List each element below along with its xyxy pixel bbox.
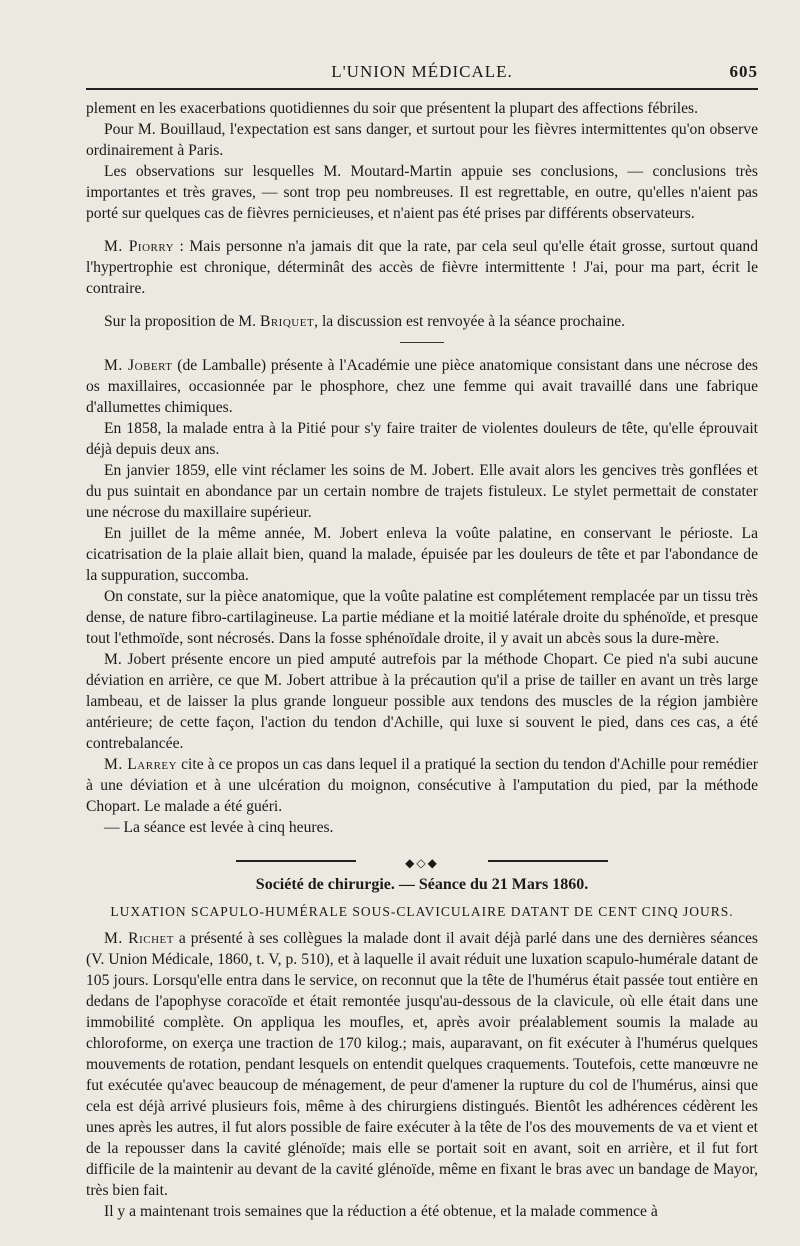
- section-ornament: [86, 852, 758, 870]
- paragraph-richet: [86, 928, 758, 1201]
- section-subtitle: LUXATION SCAPULO-HUMÉRALE SOUS-CLAVICULAIRE DATANT DE CENT CINQ JOURS.: [110, 904, 734, 919]
- paragraph-jobert-piece: On constate, sur la pièce anatomique, que la voûte palatine est complétement remplacée par un tissu très dense, de nature fibro-cartilagineuse. La partie médiane et la moitié latérale droite du sphénoïde, et presque tout l'ethmoïde, sont nécrosés. Dans la fosse sphénoïdale droite, il y avait un abcès sous la dure-mère.: [86, 588, 758, 647]
- speaker-jobert: M. Jobert: [104, 357, 173, 374]
- speaker-piorry: M. Piorry: [104, 238, 175, 255]
- paragraph-piorry: [86, 236, 758, 299]
- paragraph-jobert-juillet: En juillet de la même année, M. Jobert enleva la voûte palatine, en conservant le périoste. La cicatrisation de la plaie allait bien, quand la malade, épuisée par les douleurs de tête et par l'abondance de la suppuration, succomba.: [86, 525, 758, 584]
- separator-rule: [400, 342, 444, 343]
- ornament-line-left: [236, 860, 356, 862]
- journal-title: L'UNION MÉDICALE.: [331, 62, 513, 81]
- speaker-larrey: M. Larrey: [104, 756, 178, 773]
- article-body: [86, 98, 758, 1222]
- paragraph-richet-last: Il y a maintenant trois semaines que la réduction a été obtenue, et la malade commence à: [104, 1203, 658, 1220]
- paragraph-jobert-1858: En 1858, la malade entra à la Pitié pour s'y faire traiter de violentes douleurs de tête, qu'elle éprouvait déjà depuis deux ans.: [86, 420, 758, 458]
- richet-text: a présenté à ses collègues la malade dont il avait déjà parlé dans une des dernières séances (V. Union Médicale, 1860, t. V, p. 510), et à laquelle il avait réduit une luxation scapulo-humérale datant de 105 jours. Lorsqu'elle entra dans le service, on reconnut que la tête de l'humérus était passée tout entière en dedans de l'apophyse coracoïde et était remontée jusqu'au-dessous de la clavicule, où elle était dans une immobilité complète. On appliqua les moufles, et, après avoir préalablement soumis la malade au chloroforme, on exerça une traction de 170 kilog.; mais, auparavant, on fit exécuter à l'humérus quelques mouvements de rotation, pendant lesquels on entendit quelques craquements. Toutefois, cette manœuvre ne fut exécutée qu'avec beaucoup de ménagement, de peur d'amener la rupture du col de l'humérus, ainsi que cela est déjà arrivé plusieurs fois, même à des chirurgiens distingués. Bientôt les adhérences cédèrent les unes après les autres, il fut alors possible de faire exécuter à la tête de l'os des mouvements de va et vient et de la repousser dans la cavité glénoïde; mais elle se portait soit en avant, soit en arrière, et il fut fort difficile de la maintenir au devant de la cavité glénoïde, même en fixant le bras avec un bandage de Mayor, très bien fait.: [86, 930, 758, 1199]
- paragraph-closing: — La séance est levée à cinq heures.: [104, 819, 334, 836]
- larrey-text: cite à ce propos un cas dans lequel il a pratiqué la section du tendon d'Achille pour remédier à une déviation et à une ulcération du moignon, consécutive à l'amputation du pied, par la méthode Chopart. Le malade a été guéri.: [86, 756, 758, 815]
- paragraph-bouillaud: Pour M. Bouillaud, l'expectation est sans danger, et surtout pour les fièvres intermittentes qu'on observe ordinairement à Paris.: [86, 121, 758, 159]
- paragraph-observations: Les observations sur lesquelles M. Moutard-Martin appuie ses conclusions, — conclusions très importantes et très graves, — sont trop peu nombreuses. Il est regrettable, en outre, qu'elles n'aient pas porté sur quelques cas de fièvres pernicieuses, et n'aient pas été prises par différents observateurs.: [86, 163, 758, 222]
- ornament-line-right: [488, 860, 608, 862]
- paragraph-briquet: [86, 311, 758, 332]
- briquet-before: Sur la proposition de M.: [104, 313, 260, 330]
- speaker-richet: M. Richet: [104, 930, 174, 947]
- paragraph-jobert-1859: En janvier 1859, elle vint réclamer les soins de M. Jobert. Elle avait alors les gencives très gonflées et du pus suintait en abondance par un certain nombre de trajets fistuleux. Le stylet permettait de constater une nécrose du maxillaire supérieur.: [86, 462, 758, 521]
- jobert-intro-text: (de Lamballe) présente à l'Académie une pièce anatomique consistant dans une nécrose des os maxillaires, occasionnée par le phosphore, chez une femme qui avait travaillé dans une fabrique d'allumettes chimiques.: [86, 357, 758, 416]
- ornament-knot-icon: ◆◇◆: [405, 856, 439, 870]
- page-number: 605: [729, 62, 758, 81]
- speaker-briquet: Briquet: [259, 313, 315, 330]
- running-header: [86, 58, 758, 90]
- paragraph-jobert-pied: M. Jobert présente encore un pied amputé autrefois par la méthode Chopart. Ce pied n'a subi aucune déviation en arrière, ce que M. Jobert attribue à la précaution qu'il a prise de tailler en avant un très large lambeau, et de laisser la plus grande longueur possible aux tendons des muscles de la région jambière antérieure; de cette façon, l'action du tendon d'Achille, qui luxe si souvent le pied, dans ces cas, a été contrebalancée.: [86, 651, 758, 752]
- paragraph-larrey: [86, 754, 758, 817]
- section-title: Société de chirurgie. — Séance du 21 Mars 1860.: [255, 876, 589, 893]
- paragraph-jobert-intro: [86, 355, 758, 418]
- briquet-after: , la discussion est renvoyée à la séance prochaine.: [314, 313, 626, 330]
- paragraph-continuation: plement en les exacerbations quotidiennes du soir que présentent la plupart des affections fébriles.: [86, 100, 699, 117]
- piorry-text: : Mais personne n'a jamais dit que la rate, par cela seul qu'elle était grosse, surtout quand l'hypertrophie est chronique, déterminât des accès de fièvre intermittente ! J'ai, pour ma part, écrit le contraire.: [86, 238, 758, 297]
